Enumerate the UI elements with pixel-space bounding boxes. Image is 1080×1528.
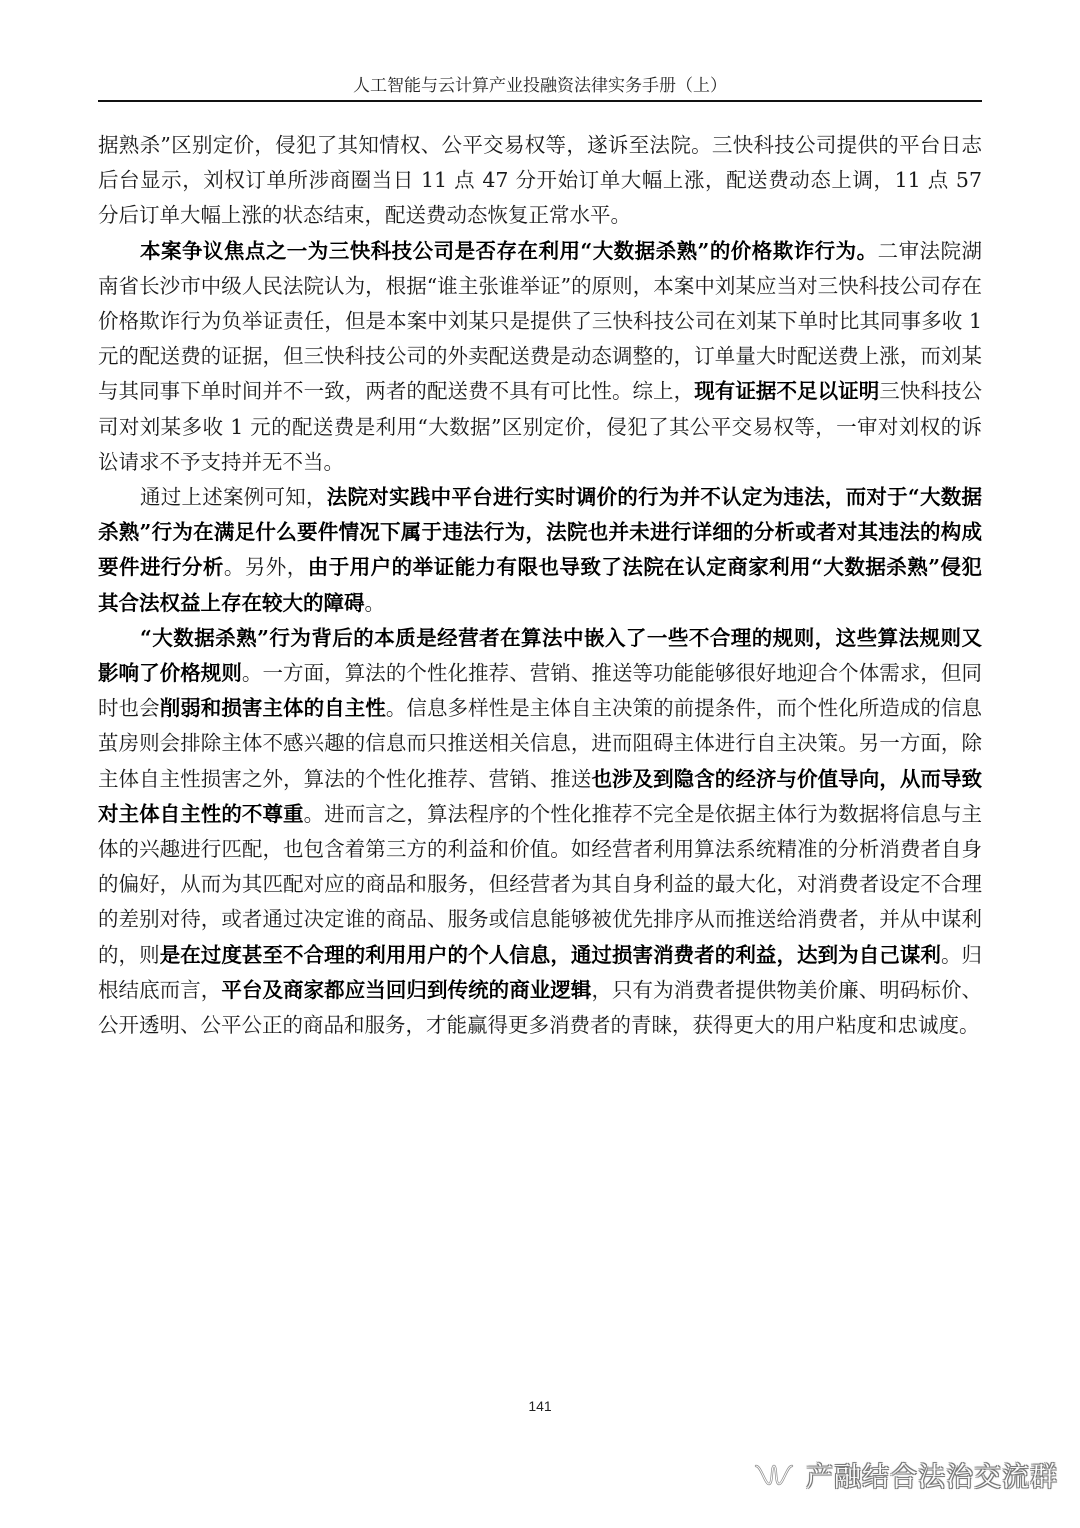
watermark (752, 1452, 1058, 1496)
running-header (98, 72, 982, 102)
paragraph-text: 。进而言之，算法程序的个性化推荐不完全是依据主体行为数据将信息与主体的兴趣进行匹配，也包含着第三方的利益和价值。如经营者利用算法系统精准的分析消费者自身的偏好，从而为其匹配对应的商品和服务，但经营者为其自身利益的最大化，对消费者设定不合理的差别对待，或者通过决定谁的商品、服务或信息能够被优先排序从而推送给消费者，并从中谋利的，则 (98, 801, 983, 967)
bold-text: 本案争议焦点之一为三快科技公司是否存在利用“大数据杀熟”的价格欺诈行为。 (140, 238, 878, 263)
bold-text: 现有证据不足以证明 (694, 379, 880, 404)
paragraph-text: 。另外， (223, 555, 308, 580)
document-body (98, 128, 982, 1043)
bold-text: “大数据杀熟”行为背后的本质是经营者在算法中嵌入了一些不合理的规则，这些算法规则又影响了价格规则 (98, 625, 982, 686)
watermark-text: 产融结合法治交流群 (806, 1461, 1058, 1493)
wechat-channel-icon (752, 1454, 796, 1494)
paragraph (98, 480, 982, 621)
running-header-title: 人工智能与云计算产业投融资法律实务手册（上） (353, 76, 727, 96)
paragraph-text: 。归根结底而言， (98, 942, 983, 1002)
paragraph-text: 。信息多样性是主体自主决策的前提条件，而个性化所造成的信息茧房则会排除主体不感兴趣的信息而只推送相关信息，进而阻碍主体进行自主决策。另一方面，除主体自主性损害之外，算法的个性化推荐、营销、推送 (98, 696, 983, 791)
bold-text: 是在过度甚至不合理的利用用户的个人信息，通过损害消费者的利益，达到为自己谋利 (159, 942, 941, 967)
paragraph-text: 。 (364, 590, 385, 615)
page-number: 141 (528, 1398, 552, 1414)
paragraph-text: 。一方面，算法的个性化推荐、营销、推送等功能能够很好地迎合个体需求，但同时也会 (98, 661, 983, 721)
paragraph-text: 通过上述案例可知， (140, 485, 327, 510)
bold-text: 由于用户的举证能力有限也导致了法院在认定商家利用“大数据杀熟”侵犯其合法权益上存在较大的障碍 (98, 555, 982, 615)
paragraph-text: 二审法院湖南省长沙市中级人民法院认为，根据“谁主张谁举证”的原则，本案中刘某应当对三快科技公司存在价格欺诈行为负举证责任，但是本案中刘某只是提供了三快科技公司在刘某下单时比其同事多收 1 元的配送费的证据，但三快科技公司的外卖配送费是动态调整的，订单量大时配送费上涨，而刘某与其同事下单时间并不一致，两者的配送费不具有可比性。综上， (98, 238, 982, 404)
bold-text: 削弱和损害主体的自主性 (159, 696, 386, 721)
bold-text: 也涉及到隐含的经济与价值导向，从而导致对主体自主性的不尊重 (98, 766, 983, 826)
paragraph-text: 三快科技公司对刘某多收 1 元的配送费是利用“大数据”区别定价，侵犯了其公平交易权等，一审对刘权的诉讼请求不予支持并无不当。 (98, 379, 983, 474)
paragraph (98, 234, 982, 480)
paragraph (98, 621, 982, 1043)
paragraph (98, 128, 982, 234)
bold-text: 平台及商家都应当回归到传统的商业逻辑 (221, 977, 592, 1002)
paragraph-text: ，只有为消费者提供物美价廉、明码标价、公开透明、公平公正的商品和服务，才能赢得更多消费者的青睐，获得更大的用户粘度和忠诚度。 (98, 977, 983, 1038)
bold-text: 法院对实践中平台进行实时调价的行为并不认定为违法，而对于“大数据杀熟”行为在满足什么要件情况下属于违法行为，法院也并未进行详细的分析或者对其违法的构成要件进行分析 (98, 485, 982, 580)
paragraph-text: 据熟杀”区别定价，侵犯了其知情权、公平交易权等，遂诉至法院。三快科技公司提供的平台日志后台显示，刘权订单所涉商圈当日 11 点 47 分开始订单大幅上涨，配送费动态上调，11 点 57 分后订单大幅上涨的状态结束，配送费动态恢复正常水平。 (98, 133, 982, 228)
